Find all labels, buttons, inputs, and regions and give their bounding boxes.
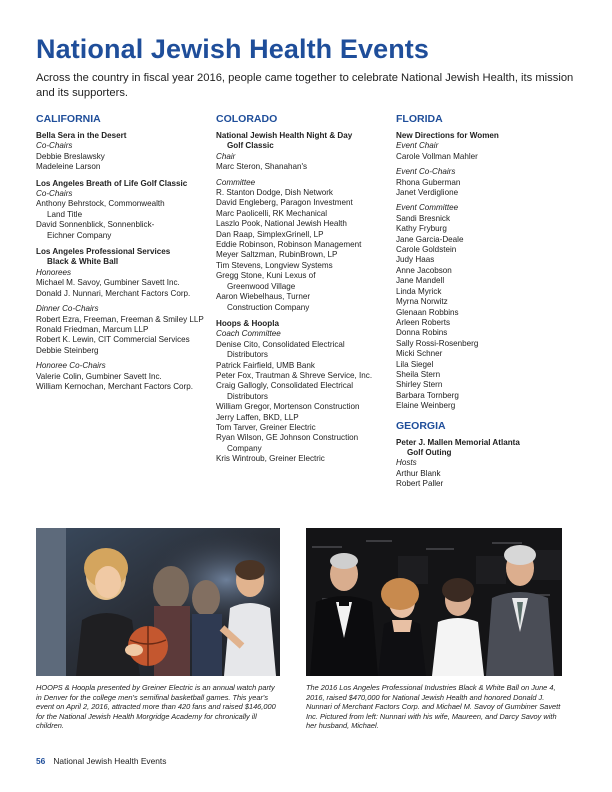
footer-label: National Jewish Health Events xyxy=(53,756,167,766)
committee-member: Barbara Tornberg xyxy=(396,390,459,400)
page-title: National Jewish Health Events xyxy=(36,34,430,64)
committee-member: Kathy Fryburg xyxy=(396,224,447,234)
ball-photo-illustration xyxy=(306,528,562,676)
role-label: Committee xyxy=(216,177,256,187)
person: Ryan Wilson, GE Johnson Construction Company xyxy=(216,433,359,453)
committee-member: Shirley Stern xyxy=(396,380,443,390)
person: Debbie Steinberg xyxy=(36,345,99,355)
column-florida-georgia xyxy=(396,113,576,490)
page-number: 56 xyxy=(36,756,46,766)
committee-member: Arleen Roberts xyxy=(396,317,450,327)
role-label: Event Committee xyxy=(396,203,459,213)
region-heading-colorado: COLORADO xyxy=(216,113,278,125)
person: Kris Wintroub, Greiner Electric xyxy=(216,454,325,464)
intro-paragraph: Across the country in fiscal year 2016, people came together to celebrate National Jewish Health, its mission and its supporters. xyxy=(36,72,574,99)
person: Valerie Colin, Gumbiner Savett Inc. xyxy=(36,371,162,381)
person: Anthony Behrstock, Commonwealth Land Title xyxy=(36,199,165,219)
person: William Gregor, Mortenson Construction xyxy=(216,402,360,412)
event-mallen-golf-outing xyxy=(396,438,576,490)
person: David Engleberg, Paragon Investment xyxy=(216,198,353,208)
person: Rhona Guberman xyxy=(396,177,461,187)
committee-member: Jane Garcia-Deale xyxy=(396,234,464,244)
person: Eddie Robinson, Robinson Management xyxy=(216,240,362,250)
person: Jerry Laffen, BKD, LLP xyxy=(216,412,299,422)
committee-member: Donna Robins xyxy=(396,328,448,338)
person: Tom Tarver, Greiner Electric xyxy=(216,422,316,432)
person: Janet Verdiglione xyxy=(396,188,459,198)
person: Robert Ezra, Freeman, Freeman & Smiley LLP xyxy=(36,314,204,324)
event-name: Peter J. Mallen Memorial Atlanta Golf Outing xyxy=(396,437,520,457)
committee-member: Elaine Weinberg xyxy=(396,401,456,411)
event-la-golf-classic xyxy=(36,179,212,241)
photo-caption-hoops: HOOPS & Hoopla presented by Greiner Electric is an annual watch party in Denver for the college men's semifinal basketball games. This year's event on April 2, 2016, attracted more than 420 fans and raised $146,000 for the National Jewish Health Morgridge Academy for chronically ill children. xyxy=(36,683,276,731)
person: Debbie Breslawsky xyxy=(36,151,105,161)
page-footer xyxy=(36,756,166,766)
event-name: New Directions for Women xyxy=(396,131,499,140)
photo-hoops-hoopla xyxy=(36,528,280,676)
column-california xyxy=(36,113,212,392)
photo-caption-ball: The 2016 Los Angeles Professional Industries Black & White Ball on June 4, 2016, raised $470,000 for National Jewish Health and honored Donald J. Nunnari of Merchant Factors Corp. and Michael M. Savoy of Gumbiner Savett Inc. Pictured from left: Nunnari with his wife, Maureen, and Darcy Savoy with her husband, Michael. xyxy=(306,683,561,731)
person: Laszlo Pook, National Jewish Health xyxy=(216,219,347,229)
committee-member: Sandi Bresnick xyxy=(396,213,450,223)
role-label: Co-Chairs xyxy=(36,189,73,199)
person: Marc Paolicelli, RK Mechanical xyxy=(216,208,328,218)
committee-member: Sally Rossi-Rosenberg xyxy=(396,338,479,348)
committee-member: Anne Jacobson xyxy=(396,265,452,275)
event-new-directions xyxy=(396,131,576,412)
person: Peter Fox, Trautman & Shreve Service, Inc. xyxy=(216,370,373,380)
event-name: Bella Sera in the Desert xyxy=(36,131,127,140)
committee-member: Judy Haas xyxy=(396,255,435,265)
person: Robert Paller xyxy=(396,479,444,489)
event-name: National Jewish Health Night & Day Golf Classic xyxy=(216,131,353,151)
committee-member-list xyxy=(396,214,576,412)
event-name: Los Angeles Professional Services Black & White Ball xyxy=(36,247,171,267)
role-label: Event Chair xyxy=(396,141,439,151)
person: William Kernochan, Merchant Factors Corp. xyxy=(36,381,193,391)
person: Patrick Fairfield, UMB Bank xyxy=(216,360,315,370)
person: Dan Raap, SimplexGrinell, LP xyxy=(216,229,324,239)
committee-member: Glenaan Robbins xyxy=(396,307,459,317)
committee-member: Micki Schner xyxy=(396,349,443,359)
role-label: Chair xyxy=(216,151,236,161)
event-bella-sera xyxy=(36,131,212,173)
person: Arthur Blank xyxy=(396,468,441,478)
person: Aaron Wiebelhaus, Turner Construction Company xyxy=(216,292,311,312)
committee-member: Linda Myrick xyxy=(396,286,442,296)
person: Michael M. Savoy, Gumbiner Savett Inc. xyxy=(36,278,180,288)
photo-black-white-ball xyxy=(306,528,562,676)
committee-member: Jane Mandell xyxy=(396,276,445,286)
committee-member: Sheila Stern xyxy=(396,369,441,379)
region-heading-georgia: GEORGIA xyxy=(396,419,446,432)
column-colorado xyxy=(216,113,392,465)
event-name: Hoops & Hoopla xyxy=(216,318,279,328)
person: Tim Stevens, Longview Systems xyxy=(216,260,333,270)
committee-member: Carole Goldstein xyxy=(396,245,457,255)
event-hoops-hoopla xyxy=(216,319,392,465)
person: Marc Steron, Shanahan's xyxy=(216,162,308,172)
event-la-black-white-ball xyxy=(36,247,212,392)
role-label: Honorees xyxy=(36,267,72,277)
person: Robert K. Lewin, CIT Commercial Services xyxy=(36,335,190,345)
person: Gregg Stone, Kuni Lexus of Greenwood Village xyxy=(216,271,316,291)
event-night-day-golf xyxy=(216,131,392,313)
role-label: Honoree Co-Chairs xyxy=(36,361,106,371)
person: Denise Cito, Consolidated Electrical Distributors xyxy=(216,339,345,360)
person: Madeleine Larson xyxy=(36,162,101,172)
region-heading-florida: FLORIDA xyxy=(396,113,443,125)
committee-member: Lila Siegel xyxy=(396,359,434,369)
region-heading-california: CALIFORNIA xyxy=(36,113,101,125)
event-name: Los Angeles Breath of Life Golf Classic xyxy=(36,178,188,188)
person: R. Stanton Dodge, Dish Network xyxy=(216,188,333,198)
role-label: Hosts xyxy=(396,458,417,468)
person: Craig Gallogly, Consolidated Electrical Distributors xyxy=(216,381,354,401)
hoops-photo-illustration xyxy=(36,528,280,676)
person: Meyer Saltzman, RubinBrown, LP xyxy=(216,250,338,260)
person: David Sonnenblick, Sonnenblick- Eichner Company xyxy=(36,220,155,240)
person: Ronald Friedman, Marcum LLP xyxy=(36,324,149,334)
person: Donald J. Nunnari, Merchant Factors Corp. xyxy=(36,288,191,298)
committee-member: Myrna Norwitz xyxy=(396,297,448,307)
role-label: Event Co-Chairs xyxy=(396,167,456,177)
role-label: Coach Committee xyxy=(216,329,281,339)
person: Carole Vollman Mahler xyxy=(396,151,478,161)
role-label: Co-Chairs xyxy=(36,141,73,151)
role-label: Dinner Co-Chairs xyxy=(36,304,99,314)
